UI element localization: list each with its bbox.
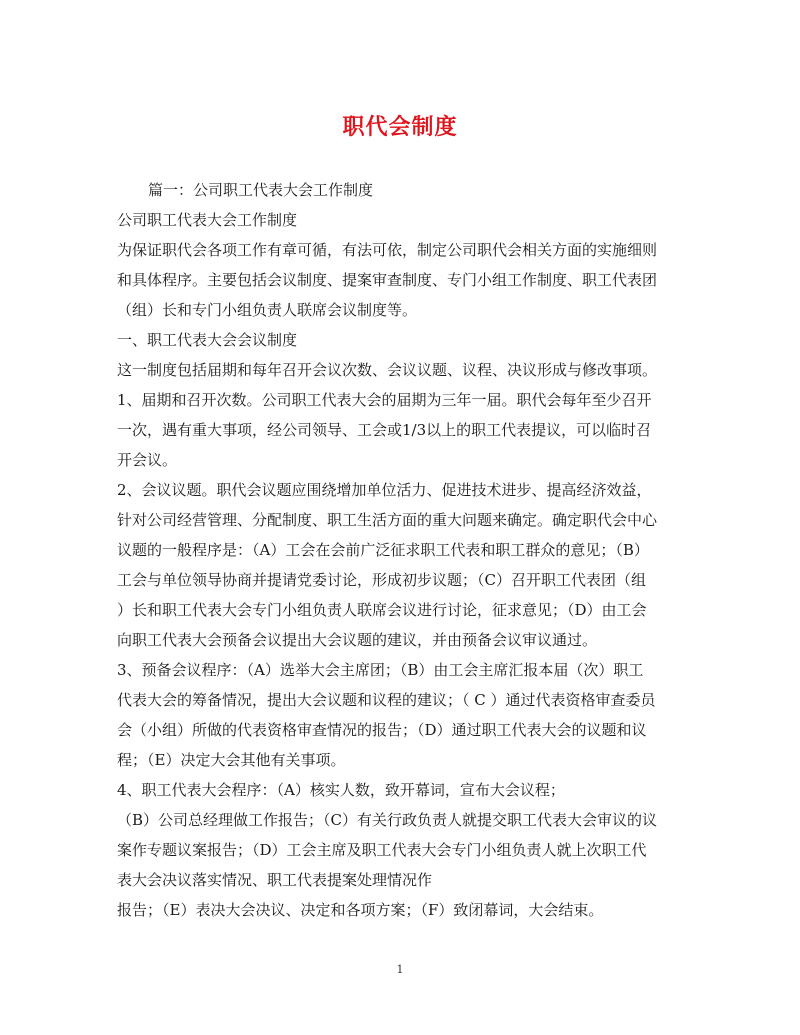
paragraph-line: 代表大会的筹备情况，提出大会议题和议程的建议；（ C ）通过代表资格审查委员 (117, 691, 656, 709)
paragraph-line: 报告；（E）表决大会决议、决定和各项方案；（F）致闭幕词，大会结束。 (117, 901, 604, 919)
paragraph-line: （组）长和专门小组负责人联席会议制度等。 (117, 301, 418, 319)
paragraph-line: 程；（E）决定大会其他有关事项。 (117, 751, 346, 769)
paragraph-line: 3、预备会议程序：（A）选举大会主席团；（B）由工会主席汇报本届（次）职工 (117, 661, 644, 679)
document-title: 职代会制度 (342, 114, 458, 140)
paragraph-line: 开会议。 (117, 451, 178, 469)
paragraph-line: 为保证职代会各项工作有章可循，有法可依，制定公司职代会相关方面的实施细则 (117, 241, 658, 259)
paragraph-line: 表大会决议落实情况、职工代表提案处理情况作 (117, 871, 433, 889)
section-heading: 一、职工代表大会会议制度 (117, 331, 298, 349)
paragraph-line: 2、会议议题。职代会议题应围绕增加单位活力、促进技术进步、提高经济效益， (117, 481, 652, 499)
paragraph-line: 针对公司经营管理、分配制度、职工生活方面的重大问题来确定。确定职代会中心 (117, 511, 658, 529)
section-heading: 篇一：公司职工代表大会工作制度 (148, 181, 374, 199)
paragraph-line: 一次，遇有重大事项，经公司领导、工会或1/3以上的职工代表提议，可以临时召 (117, 421, 652, 439)
paragraph-line: 案作专题议案报告；（D）工会主席及职工代表大会专门小组负责人就上次职工代 (117, 841, 647, 859)
paragraph-line: 和具体程序。主要包括会议制度、提案审查制度、专门小组工作制度、职工代表团 (117, 271, 658, 289)
paragraph-line: ）长和职工代表大会专门小组负责人联席会议进行讨论，征求意见；（D）由工会 (117, 601, 647, 619)
paragraph-line: 会（小组）所做的代表资格审查情况的报告；（D）通过职工代表大会的议题和议 (117, 721, 647, 739)
document-body (117, 175, 687, 925)
paragraph-line: 议题的一般程序是：（A）工会在会前广泛征求职工代表和职工群众的意见；（B） (117, 541, 649, 559)
paragraph-line: 1、届期和召开次数。公司职工代表大会的届期为三年一届。职代会每年至少召开 (117, 391, 652, 409)
paragraph-line: 这一制度包括届期和每年召开会议次数、会议议题、议程、决议形成与修改事项。 (117, 361, 658, 379)
paragraph-line: 工会与单位领导协商并提请党委讨论，形成初步议题；（C）召开职工代表团（组 (117, 571, 646, 589)
paragraph-line: 4、职工代表大会程序：（A）核实人数，致开幕词，宣布大会议程； (117, 781, 565, 799)
subtitle-line: 公司职工代表大会工作制度 (117, 211, 298, 229)
paragraph-line: （B）公司总经理做工作报告；（C）有关行政负责人就提交职工代表大会审议的议 (117, 811, 658, 829)
page-number: 1 (396, 963, 404, 976)
paragraph-line: 向职工代表大会预备会议提出大会议题的建议，并由预备会议审议通过。 (117, 631, 598, 649)
